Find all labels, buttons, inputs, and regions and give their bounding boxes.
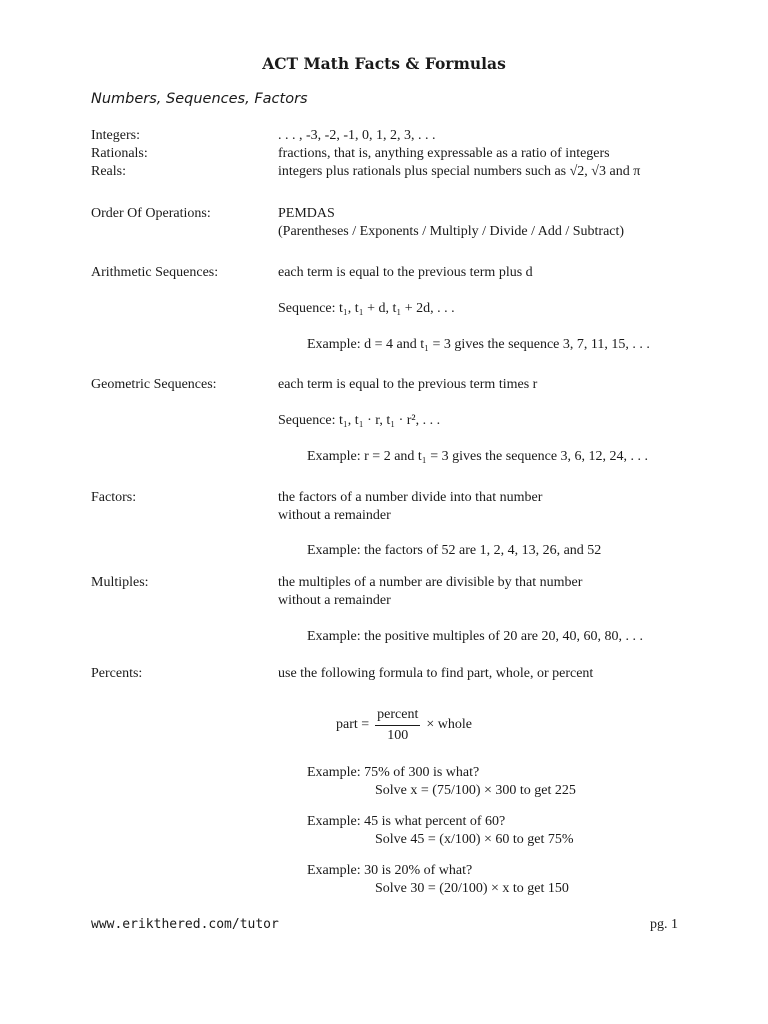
section-heading: Numbers, Sequences, Factors xyxy=(91,91,308,107)
integers-definition: . . . , -3, -2, -1, 0, 1, 2, 3, . . . xyxy=(278,128,436,143)
percent-example-3-question: Example: 30 is 20% of what? xyxy=(307,863,473,878)
rationals-term: Rationals: xyxy=(91,146,148,161)
reals-definition: integers plus rationals plus special numbers such as √2, √3 and π xyxy=(278,164,641,179)
formula-rhs: × whole xyxy=(426,717,472,732)
page-title: ACT Math Facts & Formulas xyxy=(262,54,506,73)
percent-example-3-answer: Solve 30 = (20/100) × x to get 150 xyxy=(375,881,569,896)
footer-url[interactable]: www.erikthered.com/tutor xyxy=(91,917,279,932)
geometric-sequence: Sequence: t₁, t₁ · r, t₁ · r², . . . xyxy=(278,413,441,428)
multiples-line-2: without a remainder xyxy=(278,593,391,608)
geometric-definition: each term is equal to the previous term times r xyxy=(278,377,538,392)
multiples-term: Multiples: xyxy=(91,575,149,590)
reals-term: Reals: xyxy=(91,164,126,179)
formula-numerator: percent xyxy=(375,707,420,726)
percent-example-1-answer: Solve x = (75/100) × 300 to get 225 xyxy=(375,783,576,798)
percents-definition: use the following formula to find part, whole, or percent xyxy=(278,666,594,681)
factors-term: Factors: xyxy=(91,490,137,505)
footer-page-number: pg. 1 xyxy=(650,917,678,932)
geometric-example: Example: r = 2 and t₁ = 3 gives the sequence 3, 6, 12, 24, . . . xyxy=(307,449,649,464)
percent-example-1-question: Example: 75% of 300 is what? xyxy=(307,765,480,780)
multiples-line-1: the multiples of a number are divisible by that number xyxy=(278,575,583,590)
order-term: Order Of Operations: xyxy=(91,206,211,221)
percent-formula xyxy=(336,705,472,745)
order-line-1: PEMDAS xyxy=(278,206,335,221)
arithmetic-sequence: Sequence: t₁, t₁ + d, t₁ + 2d, . . . xyxy=(278,301,455,316)
geometric-term: Geometric Sequences: xyxy=(91,377,217,392)
percents-term: Percents: xyxy=(91,666,143,681)
formula-lhs: part = xyxy=(336,717,370,732)
formula-fraction xyxy=(375,707,420,744)
arithmetic-example: Example: d = 4 and t₁ = 3 gives the sequence 3, 7, 11, 15, . . . xyxy=(307,337,650,352)
multiples-example: Example: the positive multiples of 20 are 20, 40, 60, 80, . . . xyxy=(307,629,643,644)
percent-example-2-question: Example: 45 is what percent of 60? xyxy=(307,814,506,829)
formula-denominator: 100 xyxy=(387,727,409,743)
factors-example: Example: the factors of 52 are 1, 2, 4, 13, 26, and 52 xyxy=(307,543,602,558)
factors-line-2: without a remainder xyxy=(278,508,391,523)
rationals-definition: fractions, that is, anything expressable as a ratio of integers xyxy=(278,146,610,161)
factors-line-1: the factors of a number divide into that number xyxy=(278,490,543,505)
arithmetic-term: Arithmetic Sequences: xyxy=(91,265,219,280)
order-line-2: (Parentheses / Exponents / Multiply / Divide / Add / Subtract) xyxy=(278,224,625,239)
arithmetic-definition: each term is equal to the previous term plus d xyxy=(278,265,533,280)
integers-term: Integers: xyxy=(91,128,140,143)
percent-example-2-answer: Solve 45 = (x/100) × 60 to get 75% xyxy=(375,832,574,847)
